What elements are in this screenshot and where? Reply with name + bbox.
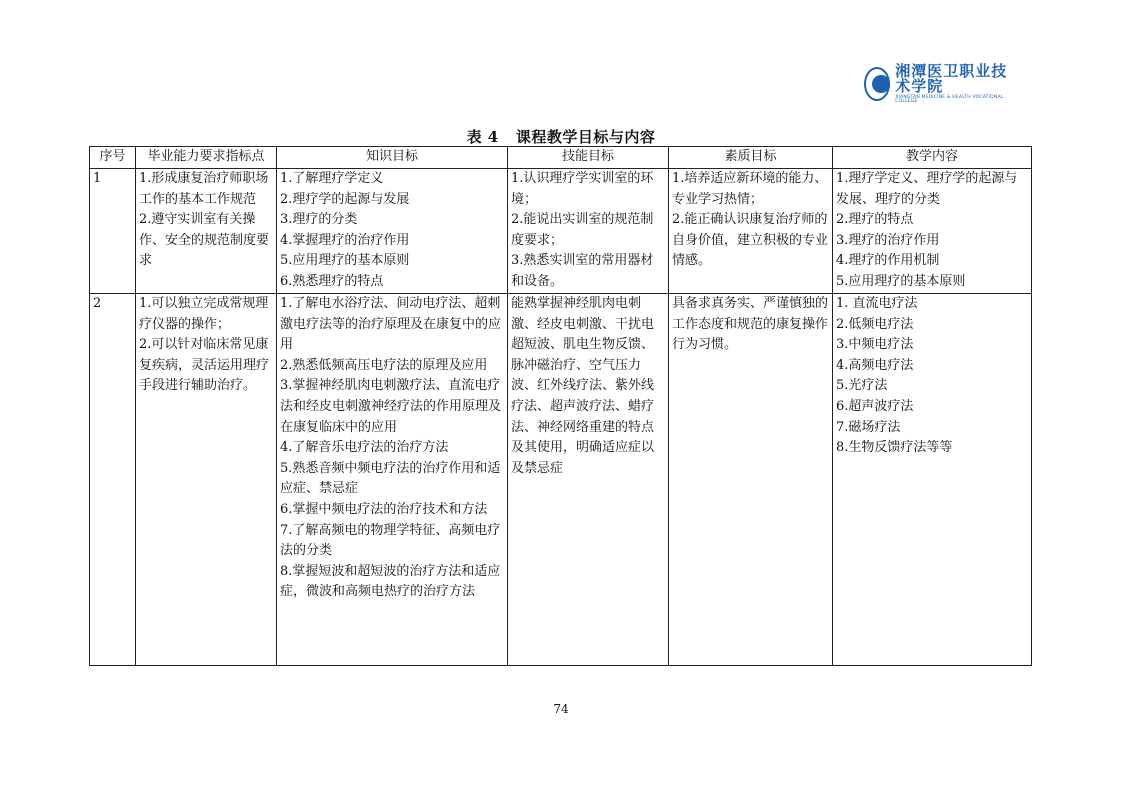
skill-item: 2.能说出实训室的规范制度要求； (511, 212, 654, 248)
content-cell (833, 294, 1032, 666)
knowledge-item: 8.掌握短波和超短波的治疗方法和适应症，微波和高频电热疗的治疗方法 (280, 563, 501, 600)
content-item: 5.应用理疗的基本原则 (836, 273, 966, 289)
knowledge-item: 7.了解高频电的物理学特征、高频电疗法的分类 (280, 522, 501, 559)
content-item: 2.低频电疗法 (836, 316, 914, 332)
knowledge-item: 3.掌握神经肌肉电刺激疗法、直流电疗法和经皮电刺激神经疗法的作用原理及在康复临床中的应用 (280, 378, 502, 435)
college-emblem-icon (864, 67, 890, 101)
course-objectives-table (89, 146, 1032, 666)
header-quality: 素质目标 (669, 147, 833, 169)
content-item: 3.中频电疗法 (836, 337, 914, 353)
ability-cell (136, 294, 277, 666)
college-name-cn: 湘潭医卫职业技术学院 (895, 61, 1008, 95)
knowledge-item: 2.理疗学的起源与发展 (280, 191, 410, 207)
page-number: 74 (553, 702, 569, 716)
content-item: 5.光疗法 (836, 378, 888, 394)
row-no: 2 (90, 294, 136, 666)
knowledge-item: 1.了解理疗学定义 (280, 171, 384, 186)
skill-cell (508, 169, 669, 294)
skill-item: 3.熟悉实训室的常用器材和设备。 (511, 253, 654, 289)
content-item: 7.磁场疗法 (836, 419, 901, 435)
knowledge-item: 6.掌握中频电疗法的治疗技术和方法 (280, 501, 488, 517)
content-cell (833, 169, 1032, 294)
content-item: 4.理疗的作用机制 (836, 253, 940, 269)
content-item: 3.理疗的治疗作用 (836, 232, 940, 248)
ability-item: 2.可以针对临床常见康复疾病，灵活运用理疗手段进行辅助治疗。 (139, 337, 270, 394)
row-no: 1 (90, 169, 136, 294)
quality-item: 具备求真务实、严谨慎独的工作态度和规范的康复操作行为习惯。 (672, 296, 829, 353)
skill-item: 1.认识理疗学实训室的环境； (511, 171, 654, 207)
quality-item: 2.能正确认识康复治疗师的自身价值，建立积极的专业情感。 (672, 212, 829, 269)
content-item: 1.理疗学定义、理疗学的起源与发展、理疗的分类 (836, 171, 1018, 207)
header-skill: 技能目标 (508, 147, 669, 169)
skill-cell (508, 294, 669, 666)
content-item: 1. 直流电疗法 (836, 296, 918, 311)
ability-cell (136, 169, 277, 294)
content-item: 2.理疗的特点 (836, 212, 914, 228)
header-knowledge: 知识目标 (277, 147, 508, 169)
table-header-row (90, 147, 1032, 169)
knowledge-item: 2.熟悉低频高压电疗法的原理及应用 (280, 357, 488, 373)
college-logo (864, 61, 1014, 104)
content-item: 4.高频电疗法 (836, 357, 914, 373)
college-logo-text (895, 61, 1014, 105)
quality-cell (669, 169, 833, 294)
knowledge-cell (277, 169, 508, 294)
header-content: 教学内容 (833, 147, 1032, 169)
knowledge-item: 4.掌握理疗的治疗作用 (280, 232, 410, 248)
knowledge-item: 4.了解音乐电疗法的治疗方法 (280, 440, 449, 456)
ability-item: 1.可以独立完成常规理疗仪器的操作； (139, 296, 269, 332)
table-title: 表 4 课程教学目标与内容 (466, 128, 656, 146)
ability-item: 1.形成康复治疗师职场工作的基本工作规范 (139, 171, 269, 207)
knowledge-item: 5.应用理疗的基本原则 (280, 253, 410, 269)
content-item: 8.生物反馈疗法等等 (836, 440, 953, 456)
content-item: 6.超声波疗法 (836, 398, 914, 414)
knowledge-cell (277, 294, 508, 666)
knowledge-item: 6.熟悉理疗的特点 (280, 273, 384, 289)
table-row (90, 169, 1032, 294)
college-name-en: XIANGTAN MEDICINE & HEALTH VOCATIONAL COLLEGE (895, 94, 1004, 104)
skill-item: 能熟掌握神经肌肉电刺激、经皮电刺激、干扰电超短波、肌电生物反馈、脉冲磁治疗、空气压力波、红外线疗法、紫外线疗法、超声波疗法、蜡疗法、神经网络重建的特点及其使用，明确适应症以及禁忌症 (511, 296, 655, 476)
knowledge-item: 5.熟悉音频中频电疗法的治疗作用和适应症、禁忌症 (280, 460, 501, 497)
header-no: 序号 (90, 147, 136, 169)
knowledge-item: 3.理疗的分类 (280, 212, 358, 228)
table-row (90, 294, 1032, 666)
quality-cell (669, 294, 833, 666)
quality-item: 1.培养适应新环境的能力、专业学习热情； (672, 171, 828, 207)
ability-item: 2.遵守实训室有关操作、安全的规范制度要求 (139, 212, 270, 269)
knowledge-item: 1.了解电水浴疗法、间动电疗法、超刺激电疗法等的治疗原理及在康复中的应用 (280, 296, 502, 353)
header-ability: 毕业能力要求指标点 (136, 147, 277, 169)
